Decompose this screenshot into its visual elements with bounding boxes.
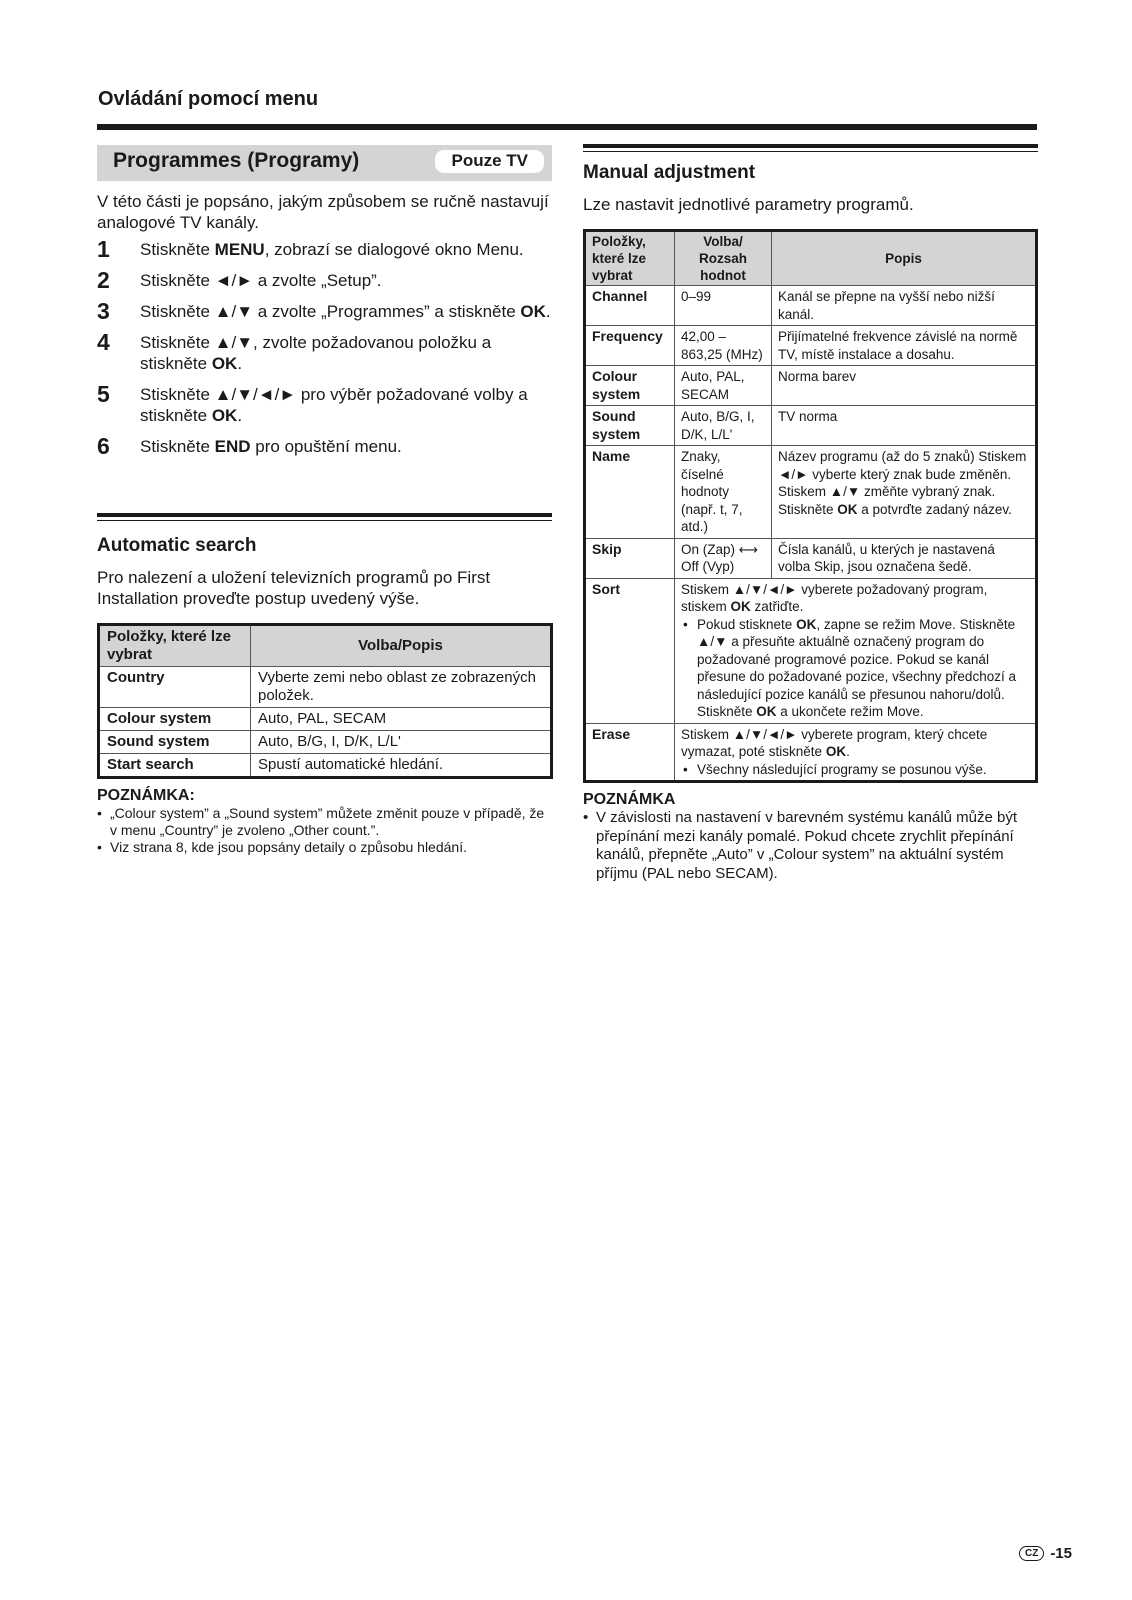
table-cell-desc: Stiskem ▲/▼/◄/► vyberete program, který chcete vymazat, poté stiskněte OK. • Všechny následující programy se posunou výše. (675, 723, 1037, 782)
automatic-search-table (97, 623, 553, 779)
table-cell-desc: Čísla kanálů, u kterých je nastavená volba Skip, jsou označena šedě. (772, 538, 1037, 578)
table-header-cell: Položky, které lze vybrat (99, 625, 251, 667)
table-row (99, 708, 552, 731)
note-item: • Viz strana 8, kde jsou popsány detaily o způsobu hledání. (97, 839, 552, 856)
table-cell-desc: Přijímatelné frekvence závislé na normě TV, místě instalace a dosahu. (772, 326, 1037, 366)
step-number: 3 (97, 298, 110, 324)
table-cell-value: Auto, B/G, I, D/K, L/L' (251, 731, 552, 754)
step-item (97, 381, 552, 426)
step-item (97, 236, 552, 262)
table-row (585, 286, 1037, 326)
table-row (585, 723, 1037, 782)
header-rule (97, 124, 1037, 130)
step-text: Stiskněte ◄/► a zvolte „Setup”. (140, 271, 382, 290)
table-cell-key: Skip (585, 538, 675, 578)
table-row (585, 406, 1037, 446)
table-header-cell: Popis (772, 231, 1037, 286)
table-cell-desc: Stiskem ▲/▼/◄/► vyberete požadovaný program, stiskem OK zatřiďte. • Pokud stisknete OK, zapne se režim Move. Stiskněte ▲/▼ a přesuňte aktuálně označený program do požadované programové pozice. Pokud se kanál přesune do požadované pozice, všechny předchozí a následující pozice kanálů se přesunou nahoru/dolů. Stiskněte OK a ukončete režim Move. (675, 578, 1037, 723)
automatic-search-heading: Automatic search (97, 535, 257, 556)
table-cell-key: Sort (585, 578, 675, 723)
manual-note-heading: POZNÁMKA (583, 791, 676, 808)
left-column (97, 145, 552, 856)
right-column (583, 144, 1038, 883)
step-number: 1 (97, 236, 110, 262)
table-cell-desc: TV norma (772, 406, 1037, 446)
table-cell-value: On (Zap) ⟷ Off (Vyp) (675, 538, 772, 578)
note-item: • V závislosti na nastavení v barevném systému kanálů může být přepínání mezi kanály pomalé. Pokud chcete zrychlit přepínání kanálů, přepněte „Auto” v „Colour system” na aktuální systém příjmu (PAL nebo SECAM). (583, 809, 1038, 883)
table-row (585, 366, 1037, 406)
page-number: -15 (1050, 1545, 1072, 1562)
automatic-search-intro: Pro nalezení a uložení televizních programů po First Installation proveďte postup uvedený výše. (97, 568, 491, 608)
table-row (585, 578, 1037, 723)
table-header-cell: Položky, které lze vybrat (585, 231, 675, 286)
step-text: Stiskněte MENU, zobrazí se dialogové okno Menu. (140, 240, 524, 259)
table-row (585, 538, 1037, 578)
table-cell-value: Spustí automatické hledání. (251, 754, 552, 778)
table-cell-key: Colour system (99, 708, 251, 731)
language-badge: CZ (1019, 1546, 1044, 1561)
table-cell-key: Channel (585, 286, 675, 326)
manual-adjustment-table (583, 229, 1038, 783)
table-cell-key: Country (99, 667, 251, 708)
table-cell-desc: Název programu (až do 5 znaků) Stiskem ◄/► vyberte který znak bude změněn. Stiskem ▲/▼ změňte vybraný znak. Stiskněte OK a potvrďte zadaný název. (772, 446, 1037, 539)
table-cell-key: Sound system (585, 406, 675, 446)
table-cell-value: 42,00 – 863,25 (MHz) (675, 326, 772, 366)
table-row (99, 754, 552, 778)
table-cell-desc: Norma barev (772, 366, 1037, 406)
table-cell-desc: Kanál se přepne na vyšší nebo nižší kanál. (772, 286, 1037, 326)
programmes-section-bar (97, 145, 552, 181)
page-header-title: Ovládání pomocí menu (98, 88, 319, 110)
step-number: 5 (97, 381, 110, 407)
table-cell-key: Frequency (585, 326, 675, 366)
table-cell-value: Auto, PAL, SECAM (251, 708, 552, 731)
table-cell-value: 0–99 (675, 286, 772, 326)
step-text: Stiskněte END pro opuštění menu. (140, 437, 402, 456)
table-header-cell: Volba/ Rozsah hodnot (675, 231, 772, 286)
automatic-note-heading: POZNÁMKA: (97, 787, 195, 804)
step-number: 6 (97, 433, 110, 459)
table-cell-value: Vyberte zemi nebo oblast ze zobrazených položek. (251, 667, 552, 708)
page-footer (1019, 1545, 1072, 1562)
table-cell-value: Znaky, číselné hodnoty (např. t, 7, atd.) (675, 446, 772, 539)
table-header-row (99, 625, 552, 667)
step-text: Stiskněte ▲/▼ a zvolte „Programmes” a stiskněte OK. (140, 302, 551, 321)
table-bullet: • Všechny následující programy se posunou výše. (681, 761, 1029, 779)
step-text: Stiskněte ▲/▼, zvolte požadovanou položku a stiskněte OK. (140, 333, 492, 373)
tv-only-badge: Pouze TV (435, 150, 544, 173)
step-item (97, 267, 552, 293)
step-item (97, 329, 552, 374)
table-row (99, 667, 552, 708)
table-header-cell: Volba/Popis (251, 625, 552, 667)
table-row (99, 731, 552, 754)
step-text: Stiskněte ▲/▼/◄/► pro výběr požadované volby a stiskněte OK. (140, 385, 528, 425)
programmes-intro: V této části je popsáno, jakým způsobem se ručně nastavují analogové TV kanály. (97, 192, 549, 232)
table-cell-value: Auto, PAL, SECAM (675, 366, 772, 406)
table-cell-key: Erase (585, 723, 675, 782)
step-list (97, 236, 552, 459)
table-cell-key: Start search (99, 754, 251, 778)
table-bullet: • Pokud stisknete OK, zapne se režim Move. Stiskněte ▲/▼ a přesuňte aktuálně označený program do požadované programové pozice. Pokud se kanál přesune do požadované pozice, všechny předchozí a následující pozice kanálů se přesunou nahoru/dolů. Stiskněte OK a ukončete režim Move. (681, 616, 1029, 721)
step-item (97, 433, 552, 459)
manual-adjustment-heading: Manual adjustment (583, 162, 756, 183)
step-number: 4 (97, 329, 110, 355)
section-rule (97, 513, 552, 521)
table-cell-key: Name (585, 446, 675, 539)
table-cell-value: Auto, B/G, I, D/K, L/L' (675, 406, 772, 446)
table-header-row (585, 231, 1037, 286)
section-rule (583, 144, 1038, 152)
note-item: • „Colour system” a „Sound system” můžete změnit pouze v případě, že v menu „Country” je zvoleno „Other count.”. (97, 805, 552, 839)
table-cell-key: Sound system (99, 731, 251, 754)
programmes-title: Programmes (Programy) (113, 149, 360, 172)
table-row (585, 446, 1037, 539)
manual-adjustment-intro: Lze nastavit jednotlivé parametry programů. (583, 195, 914, 214)
table-cell-key: Colour system (585, 366, 675, 406)
step-number: 2 (97, 267, 110, 293)
step-item (97, 298, 552, 324)
table-row (585, 326, 1037, 366)
